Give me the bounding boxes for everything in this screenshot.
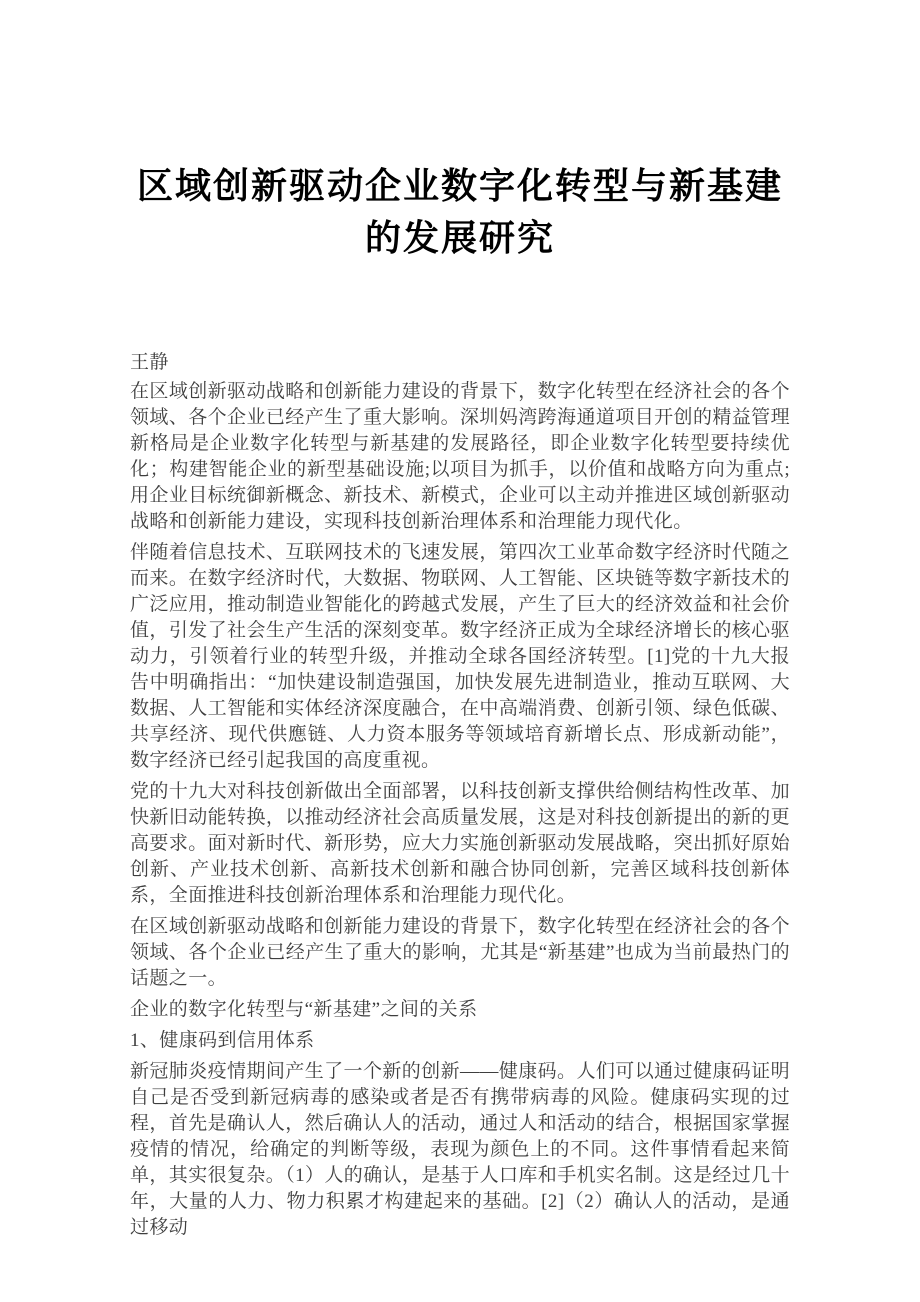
paragraph-intro-3: 党的十九大对科技创新做出全面部署，以科技创新支撑供给侧结构性改革、加快新旧动能转换，以推动经济社会高质量发展，这是对科技创新提出的新的更高要求。面对新时代、新形势，应大力实施创新驱动发展战略，突出抓好原始创新、产业技术创新、高新技术创新和融合协同创新，完善区域科技创新体系，全面推进科技创新治理体系和治理能力现代化。 <box>130 781 790 906</box>
section-heading: 企业的数字化转型与“新基建”之间的关系 <box>130 999 478 1020</box>
subsection-heading: 1、健康码到信用体系 <box>130 1030 315 1051</box>
document-content <box>130 0 790 1241</box>
paragraph-intro-4: 在区域创新驱动战略和创新能力建设的背景下，数字化转型在经济社会的各个领域、各个企业已经产生了重大的影响，尤其是“新基建”也成为当前最热门的话题之一。 <box>130 916 790 989</box>
document-title: 区域创新驱动企业数字化转型与新基建的发展研究 <box>136 166 783 258</box>
author-name: 王静 <box>130 352 169 373</box>
paragraph-section-1: 新冠肺炎疫情期间产生了一个新的创新——健康码。人们可以通过健康码证明自己是否受到新冠病毒的感染或者是否有携带病毒的风险。健康码实现的过程，首先是确认人，然后确认人的活动，通过人和活动的结合，根据国家掌握疫情的情况，给确定的判断等级，表现为颜色上的不同。这件事情看起来简单，其实很复杂。（1）人的确认，是基于人口库和手机实名制。这是经过几十年，大量的人力、物力积累才构建起来的基础。[2]（2）确认人的活动，是通过移动 <box>130 1061 791 1238</box>
paragraph-intro-2: 伴随着信息技术、互联网技术的飞速发展，第四次工业革命数字经济时代随之而来。在数字经济时代，大数据、物联网、人工智能、区块链等数字新技术的广泛应用，推动制造业智能化的跨越式发展，产生了巨大的经济效益和社会价值，引发了社会生产生活的深刻变革。数字经济正成为全球经济增长的核心驱动力，引领着行业的转型升级，并推动全球各国经济转型。[1]党的十九大报告中明确指出：“加快建设制造强国，加快发展先进制造业，推动互联网、大数据、人工智能和实体经济深度融合，在中高端消费、创新引领、绿色低碳、共享经济、现代供應链、人力资本服务等领域培育新增长点、形成新动能”，数字经济已经引起我国的高度重视。 <box>130 542 790 771</box>
paragraph-intro-1: 在区域创新驱动战略和创新能力建设的背景下，数字化转型在经济社会的各个领域、各个企业已经产生了重大影响。深圳妈湾跨海通道项目开创的精益管理新格局是企业数字化转型与新基建的发展路径，即企业数字化转型要持续优化；构建智能企业的新型基础设施;以项目为抓手，以价值和战略方向为重点;用企业目标统御新概念、新技术、新模式，企业可以主动并推进区域创新驱动战略和创新能力建设，实现科技创新治理体系和治理能力现代化。 <box>130 381 790 532</box>
